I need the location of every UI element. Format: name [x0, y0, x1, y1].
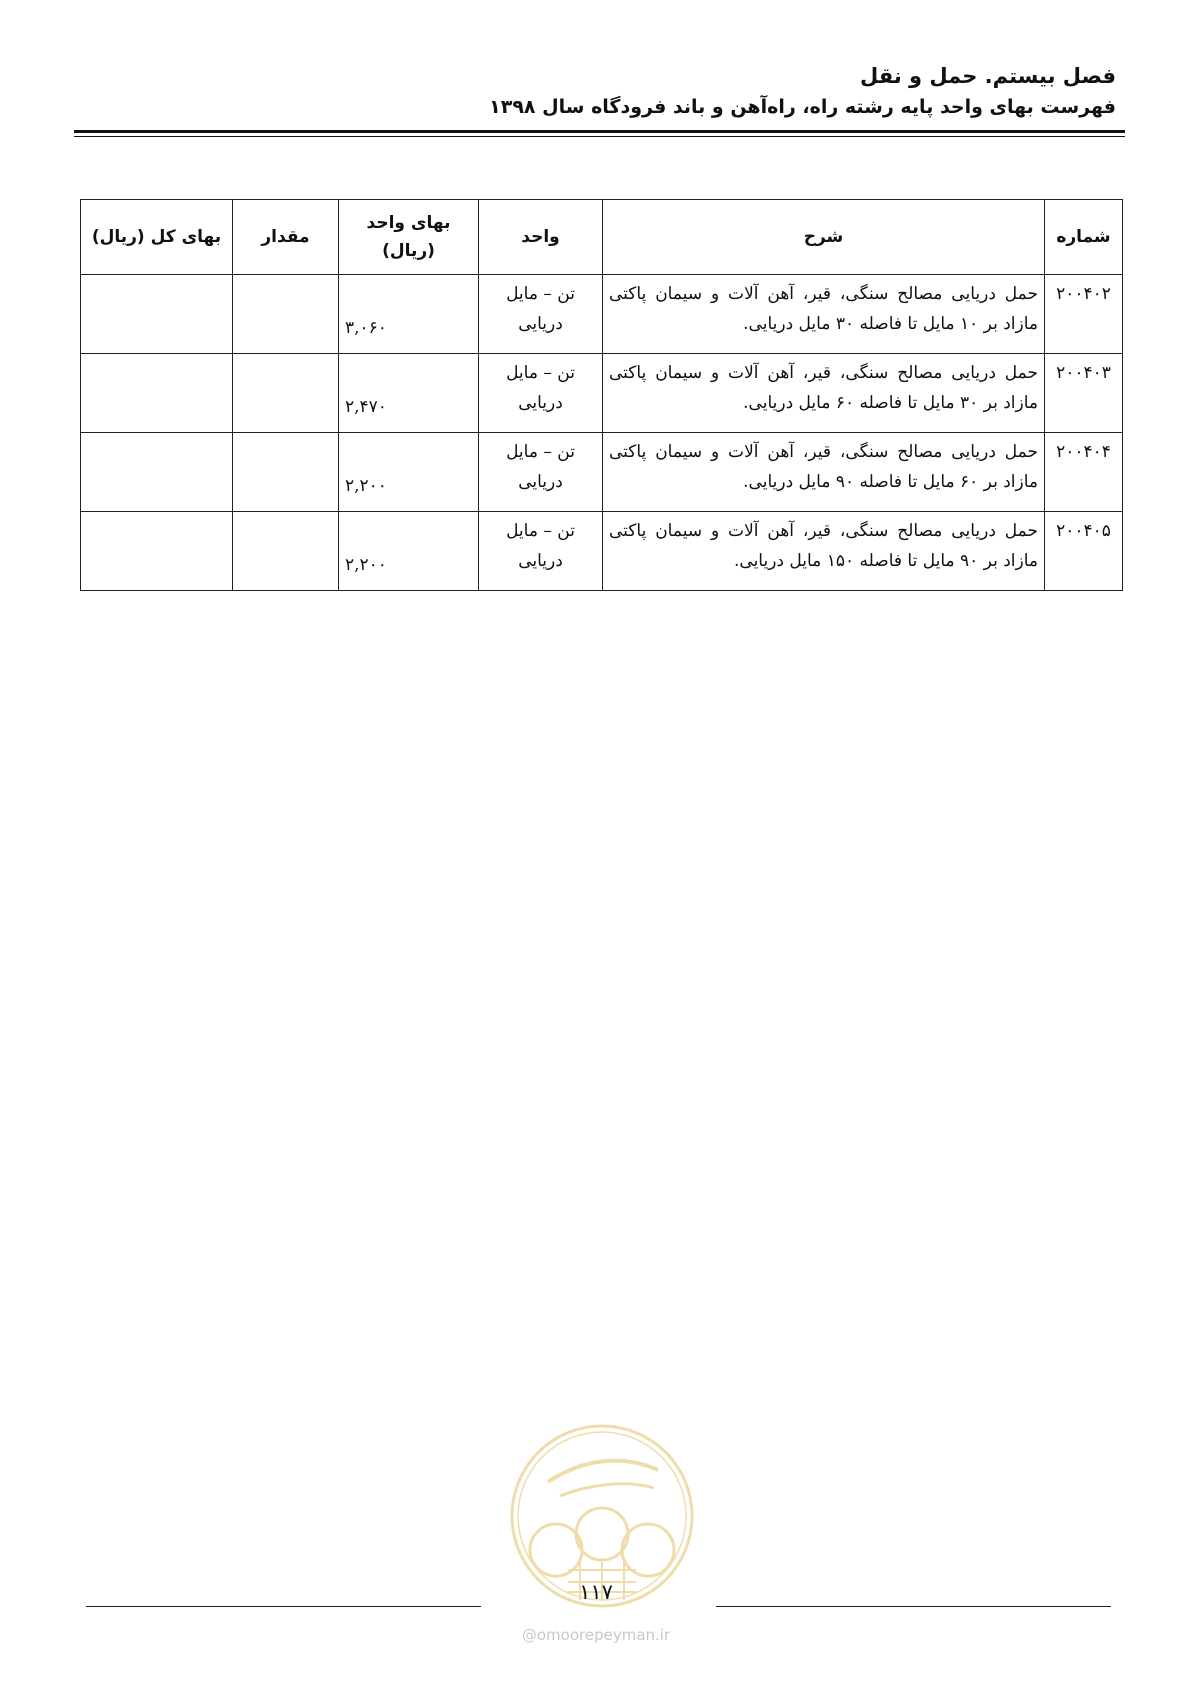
- table-row: [81, 354, 1123, 433]
- item-code: ۲۰۰۴۰۳: [1045, 354, 1123, 433]
- item-total-price: [81, 275, 233, 354]
- item-unit: [479, 275, 603, 354]
- column-header-unit-price: [339, 200, 479, 275]
- price-table: [80, 199, 1123, 591]
- item-unit-line2: دریایی: [518, 472, 563, 492]
- item-total-price: [81, 354, 233, 433]
- price-list-title: فهرست بهای واحد پایه رشته راه، راه‌آهن و باند فرودگاه سال ۱۳۹۸: [489, 96, 1116, 118]
- column-header-description: شرح: [603, 200, 1045, 275]
- chapter-title: فصل بیستم. حمل و نقل: [859, 64, 1116, 88]
- footer-divider-right: [716, 1606, 1111, 1607]
- column-header-unit: واحد: [479, 200, 603, 275]
- website-watermark: @omoorepeyman.ir: [521, 1626, 671, 1644]
- item-quantity: [233, 433, 339, 512]
- column-header-quantity: مقدار: [233, 200, 339, 275]
- item-unit-price: ۲,۲۰۰: [339, 433, 479, 512]
- header-divider-thick: [74, 130, 1125, 133]
- item-unit: [479, 512, 603, 591]
- item-unit-price: ۲,۴۷۰: [339, 354, 479, 433]
- item-quantity: [233, 275, 339, 354]
- item-unit-line1: تن – مایل: [506, 284, 575, 304]
- item-description: حمل دریایی مصالح سنگی، قیر، آهن آلات و سیمان پاکتی مازاد بر ۱۰ مایل تا فاصله ۳۰ مایل دریایی.: [603, 275, 1045, 354]
- item-quantity: [233, 512, 339, 591]
- item-unit-price: ۳,۰۶۰: [339, 275, 479, 354]
- item-unit-line2: دریایی: [518, 551, 563, 571]
- item-code: ۲۰۰۴۰۲: [1045, 275, 1123, 354]
- column-header-total-price: بهای کل (ریال): [81, 200, 233, 275]
- table-row: [81, 275, 1123, 354]
- footer-divider-left: [86, 1606, 481, 1607]
- table-header-row: [81, 200, 1123, 275]
- page-number: ۱۱۷: [579, 1580, 613, 1604]
- item-unit-price: ۲,۲۰۰: [339, 512, 479, 591]
- table-row: [81, 512, 1123, 591]
- item-unit-line2: دریایی: [518, 314, 563, 334]
- item-total-price: [81, 512, 233, 591]
- item-unit: [479, 354, 603, 433]
- item-unit-line1: تن – مایل: [506, 442, 575, 462]
- item-total-price: [81, 433, 233, 512]
- item-quantity: [233, 354, 339, 433]
- item-description: حمل دریایی مصالح سنگی، قیر، آهن آلات و سیمان پاکتی مازاد بر ۶۰ مایل تا فاصله ۹۰ مایل دریایی.: [603, 433, 1045, 512]
- page-header: [66, 60, 1116, 122]
- item-unit-line2: دریایی: [518, 393, 563, 413]
- item-description: حمل دریایی مصالح سنگی، قیر، آهن آلات و سیمان پاکتی مازاد بر ۹۰ مایل تا فاصله ۱۵۰ مایل دریایی.: [603, 512, 1045, 591]
- item-code: ۲۰۰۴۰۴: [1045, 433, 1123, 512]
- item-unit-line1: تن – مایل: [506, 521, 575, 541]
- item-unit-line1: تن – مایل: [506, 363, 575, 383]
- item-unit: [479, 433, 603, 512]
- item-description: حمل دریایی مصالح سنگی، قیر، آهن آلات و سیمان پاکتی مازاد بر ۳۰ مایل تا فاصله ۶۰ مایل دریایی.: [603, 354, 1045, 433]
- column-header-code: شماره: [1045, 200, 1123, 275]
- item-code: ۲۰۰۴۰۵: [1045, 512, 1123, 591]
- unit-price-header-line1: بهای واحد: [366, 213, 451, 233]
- unit-price-header-line2: (ریال): [382, 241, 435, 261]
- table-row: [81, 433, 1123, 512]
- header-divider-thin: [74, 136, 1125, 137]
